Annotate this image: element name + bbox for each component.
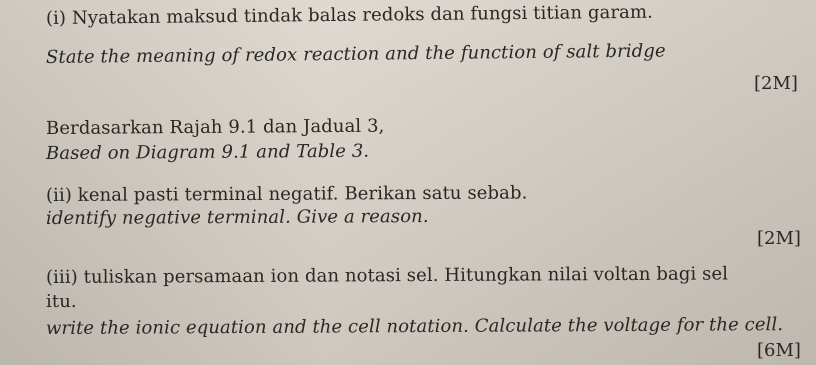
q2-english-text: identify negative terminal. Give a reason. — [45, 205, 429, 229]
q3-malay-line2: itu. — [46, 291, 77, 312]
q2-marks: [2M] — [757, 228, 801, 249]
context-malay-text: Berdasarkan Rajah 9.1 dan Jadual 3, — [45, 115, 385, 139]
q1-marks: [2M] — [754, 73, 798, 94]
context-english-text: Based on Diagram 9.1 and Table 3. — [45, 140, 370, 164]
q1-malay-text: (i) Nyatakan maksud tindak balas redoks dan fungsi titian garam. — [45, 1, 654, 29]
q1-english-text: State the meaning of redox reaction and the function of salt bridge — [45, 40, 666, 68]
q3-marks: [6M] — [757, 340, 801, 361]
q3-malay-line1: (iii) tuliskan persamaan ion dan notasi sel. Hitungkan nilai voltan bagi sel — [45, 263, 729, 288]
q3-english-text: write the ionic equation and the cell notation. Calculate the voltage for the cell. — [45, 314, 784, 339]
q2-malay-text: (ii) kenal pasti terminal negatif. Berikan satu sebab. — [45, 182, 528, 206]
